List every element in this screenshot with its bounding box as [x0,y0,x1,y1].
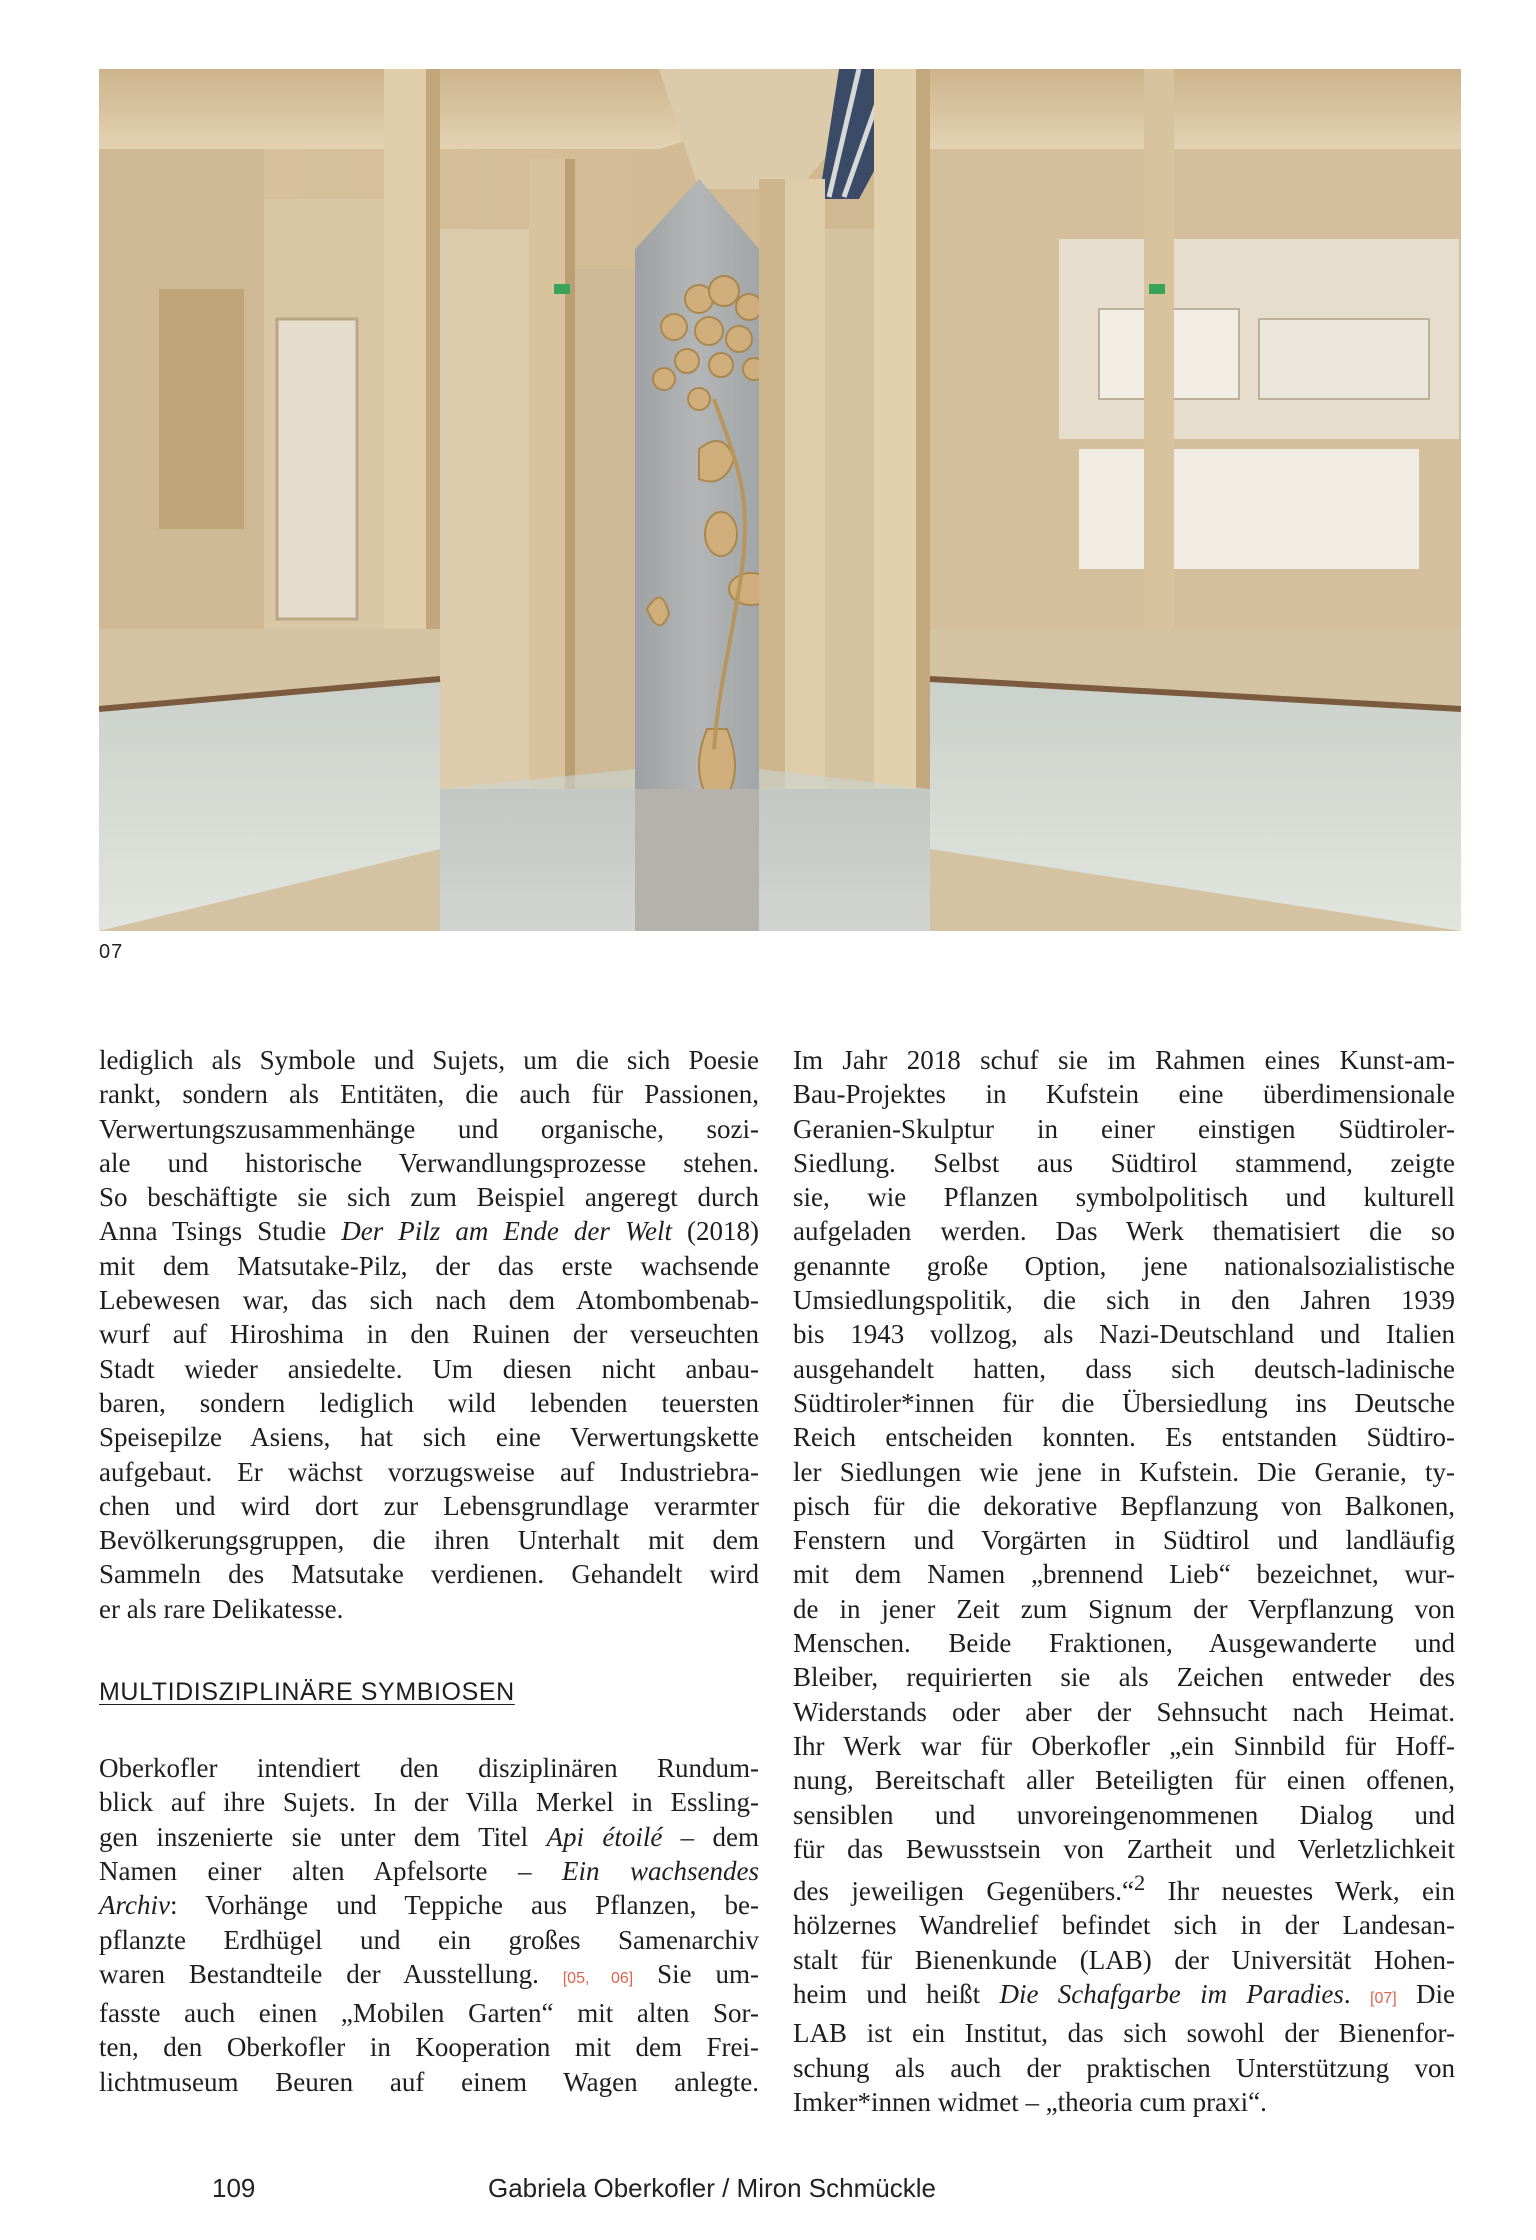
text-line: Bleiber, requirierten sie als Zeichen entweder des [793,1662,1455,1693]
text-line: Reich entscheiden konnten. Es entstanden Südtiro- [793,1422,1455,1453]
text-line: nung, Bereitschaft aller Beteiligten für einen offenen, [793,1765,1455,1796]
text-line: baren, sondern lediglich wild lebenden teuersten [99,1387,759,1418]
text-line: hölzernes Wandrelief befindet sich in der Landesan- [793,1910,1455,1941]
text-line: aufgeladen werden. Das Werk thematisiert die so [793,1216,1455,1247]
text-line: Oberkofler intendiert den disziplinären Rundum- [99,1753,759,1784]
text-run: Namen einer alten Apfelsorte – [99,1855,562,1886]
text-run: Anna Tsings Studie [99,1216,342,1247]
text-line: mit dem Matsutake-Pilz, der das erste wachsende [99,1250,759,1281]
text-line: Bevölkerungsgruppen, die ihren Unterhalt mit dem [99,1525,759,1556]
text-line: lichtmuseum Beuren auf einem Wagen anlegte. [99,2066,759,2097]
text-line: Sammeln des Matsutake verdienen. Gehandelt wird [99,1559,759,1590]
left-column [99,1043,759,2099]
text-line: LAB ist ein Institut, das sich sowohl der Bienenfor- [793,2018,1455,2049]
text-line: ale und historische Verwandlungsprozesse stehen. [99,1147,759,1178]
text-line: pisch für die dekorative Bepflanzung von Balkonen, [793,1490,1455,1521]
text-line: Südtiroler*innen für die Übersiedlung ins Deutsche [793,1387,1455,1418]
figure-number: 07 [99,941,124,963]
figure-reference-link[interactable]: [05, 06] [562,1969,634,1987]
text-line [793,1866,1455,1908]
page-number: 109 [212,2173,256,2203]
text-run: – dem [662,1821,759,1852]
text-line: de in jener Zeit zum Signum der Verpflanzung von [793,1593,1455,1624]
text-run: gen inszenierte sie unter dem Titel [99,1821,547,1852]
text-line [99,1957,759,1996]
text-line: wurf auf Hiroshima in den Ruinen der verseuchten [99,1319,759,1350]
text-line: rankt, sondern als Entitäten, die auch für Passionen, [99,1079,759,1110]
footnote-marker[interactable]: 2 [1134,1870,1146,1896]
text-run: waren Bestandteile der Ausstellung. [99,1958,563,1989]
text-line [99,1888,759,1922]
figure-reference-link[interactable]: [07] [1370,1990,1397,2008]
right-column [793,1043,1455,2119]
text-line: So beschäftigte sie sich zum Beispiel angeregt durch [99,1182,759,1213]
text-line: ausgehandelt hatten, dass sich deutsch-ladinische [793,1353,1455,1384]
text-line: Fenstern und Vorgärten in Südtirol und landläufig [793,1525,1455,1556]
text-run: Ihr neuestes Werk, ein [1145,1876,1455,1907]
text-run: : Vorhänge und Teppiche aus Pflanzen, be- [169,1890,759,1921]
text-line: Im Jahr 2018 schuf sie im Rahmen eines Kunst-am- [793,1045,1455,1075]
text-line: Stadt wieder ansiedelte. Um diesen nicht anbau- [99,1353,759,1384]
paragraph-matsutake [99,1043,759,1626]
text-line: pflanzte Erdhügel und ein großes Samenarchiv [99,1924,759,1955]
section-heading: MULTIDISZIPLINÄRE SYMBIOSEN [99,1678,515,1707]
text-run: Die [1396,1979,1456,2010]
text-line: Siedlung. Selbst aus Südtirol stammend, zeigte [793,1147,1455,1178]
text-line: ten, den Oberkofler in Kooperation mit dem Frei- [99,2032,759,2063]
text-line: bis 1943 vollzog, als Nazi-Deutschland und Italien [793,1319,1455,1350]
artwork-title: Die Schafgarbe im Paradies [999,1979,1344,2010]
text-line [793,1977,1455,2016]
text-run: (2018) [671,1216,759,1247]
paragraph-geranien [793,1043,1455,2119]
text-line [99,1820,759,1854]
text-line: Menschen. Beide Fraktionen, Ausgewanderte und [793,1628,1455,1659]
text-line [99,1214,759,1248]
text-line: aufgebaut. Er wächst vorzugsweise auf Industriebra- [99,1456,759,1487]
text-line: ler Siedlungen wie jene in Kufstein. Die Geranie, ty- [793,1456,1455,1487]
text-line: Umsiedlungspolitik, die sich in den Jahren 1939 [793,1285,1455,1316]
text-run: Sie um- [633,1958,760,1989]
text-line: chen und wird dort zur Lebensgrundlage verarmter [99,1490,759,1521]
photo-atrium-wall-relief [99,69,1461,931]
text-line: er als rare Delikatesse. [99,1593,344,1624]
text-line: sensiblen und unvoreingenommenen Dialog und [793,1799,1455,1830]
text-line: lediglich als Symbole und Sujets, um die sich Poesie [99,1045,759,1075]
photo-illustration [99,69,1461,931]
paragraph-symbiosen [99,1751,759,2099]
text-line: für das Bewusstsein von Zartheit und Verletzlichkeit [793,1833,1455,1864]
text-line: Lebewesen war, das sich nach dem Atombombenab- [99,1285,759,1316]
text-line: blick auf ihre Sujets. In der Villa Merkel in Essling- [99,1787,759,1818]
text-line: sie, wie Pflanzen symbolpolitisch und kulturell [793,1182,1455,1213]
text-line: Ihr Werk war für Oberkofler „ein Sinnbild für Hoff- [793,1730,1455,1761]
text-run: heim und heißt [793,1979,1000,2010]
text-line: Speisepilze Asiens, hat sich eine Verwertungskette [99,1422,759,1453]
running-head: Gabriela Oberkofler / Miron Schmückle [488,2173,936,2203]
text-line: Verwertungszusammenhänge und organische, sozi- [99,1113,759,1144]
text-line: mit dem Namen „brennend Lieb“ bezeichnet, wur- [793,1559,1455,1590]
text-line: Imker*innen widmet – „theoria cum praxi“. [793,2086,1267,2117]
exhibition-title: Api étoilé [546,1821,663,1852]
text-run: des jeweiligen Gegenübers.“ [793,1876,1134,1907]
book-title: Der Pilz am Ende der Welt [341,1216,672,1247]
text-run: . [1343,1979,1371,2010]
text-line: Geranien-Skulptur in einer einstigen Südtiroler- [793,1113,1455,1144]
text-line: Widerstands oder aber der Sehnsucht nach Heimat. [793,1696,1455,1727]
text-line: genannte große Option, jene nationalsozialistische [793,1250,1455,1281]
exhibition-subtitle: Archiv [99,1890,170,1921]
text-line: stalt für Bienenkunde (LAB) der Universität Hohen- [793,1944,1455,1975]
text-line [99,1854,759,1888]
text-line: schung als auch der praktischen Unterstützung von [793,2052,1455,2083]
exhibition-subtitle: Ein wachsendes [562,1855,759,1886]
text-line: Bau-Projektes in Kufstein eine überdimensionale [793,1079,1455,1110]
text-line: fasste auch einen „Mobilen Garten“ mit alten Sor- [99,1998,759,2029]
